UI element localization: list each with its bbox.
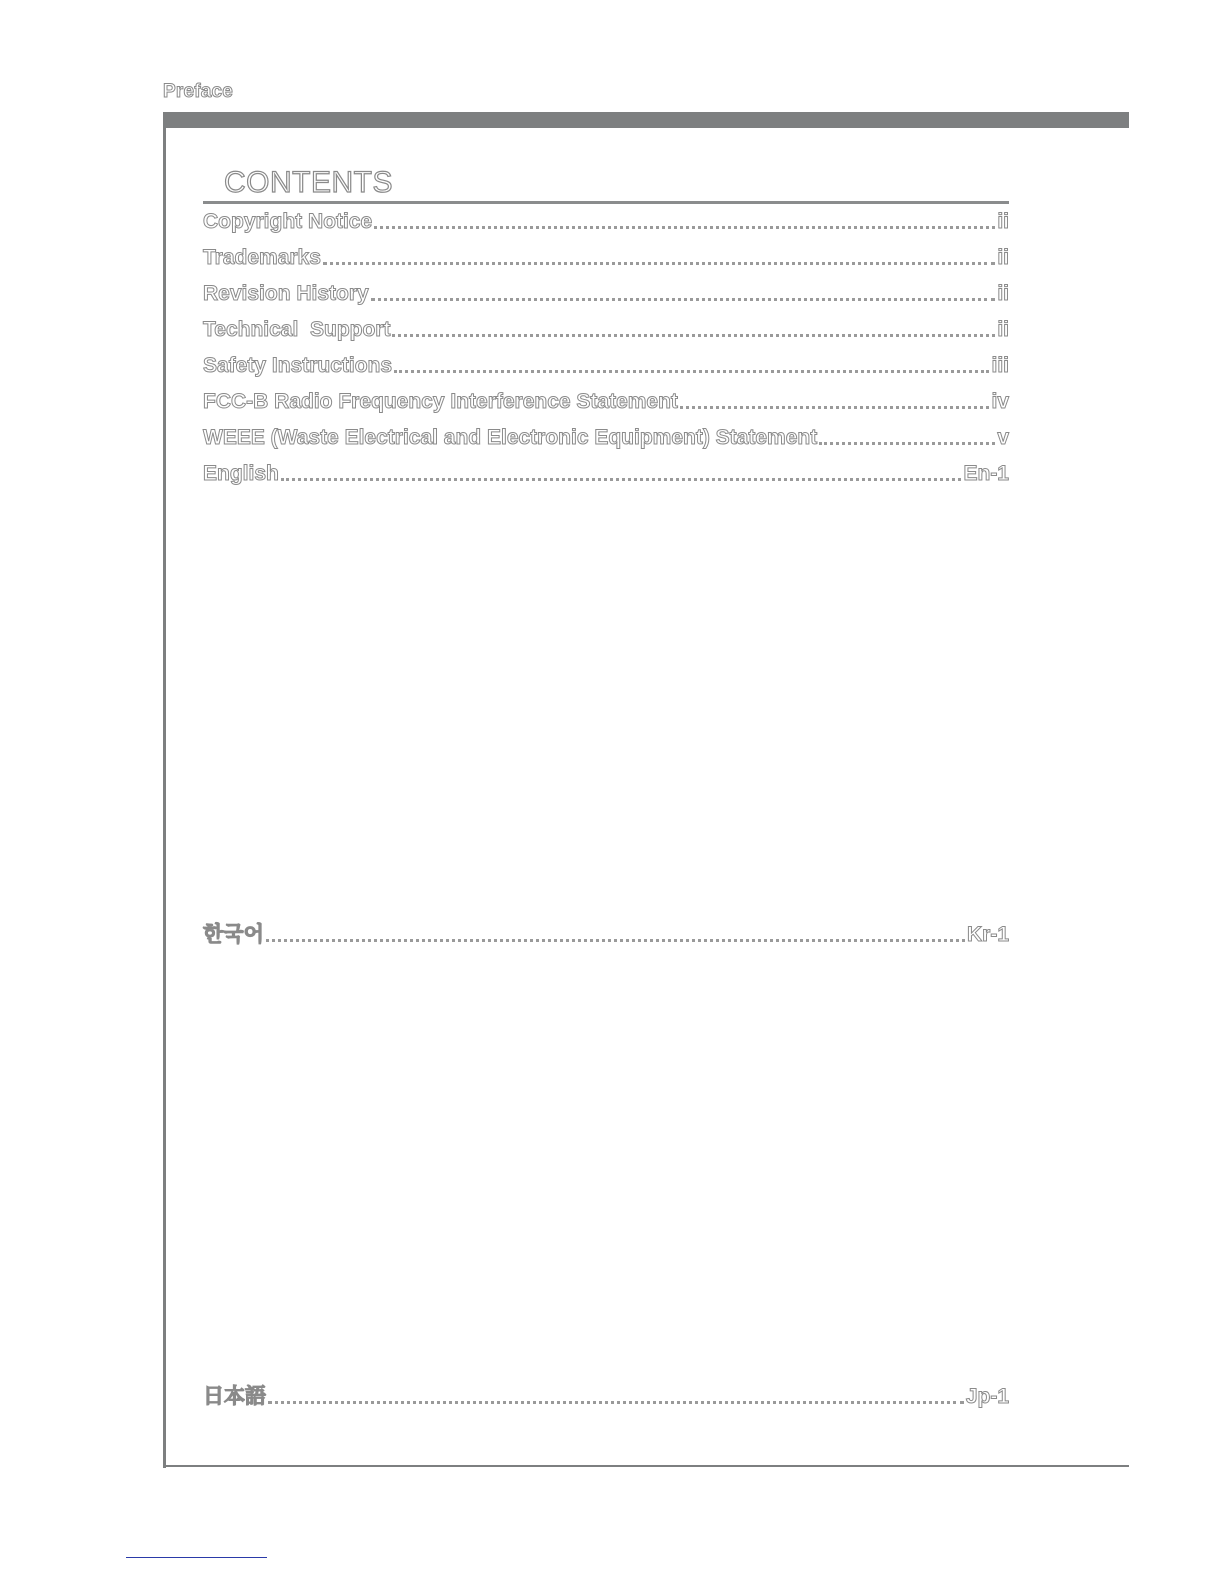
bottom-border-rule: [163, 1465, 1129, 1467]
toc-entry-japanese[interactable]: [203, 1383, 1009, 1411]
footer-link-underline: [126, 1557, 267, 1558]
toc-dot-leader: [323, 262, 995, 265]
toc-entry-revision-history[interactable]: [203, 280, 1009, 308]
contents-title: CONTENTS: [224, 166, 393, 199]
toc-dot-leader: [819, 442, 995, 445]
header-bar: [163, 112, 1129, 128]
toc-entry-page: En-1: [963, 462, 1009, 485]
toc-entry-title: Technical Support: [203, 318, 391, 341]
toc-entry-korean[interactable]: [203, 921, 1009, 949]
toc-entry-fcc-b-statement[interactable]: [203, 388, 1009, 416]
toc-dot-leader: [371, 298, 996, 301]
toc-dot-leader: [281, 478, 962, 481]
toc-entry-trademarks[interactable]: [203, 244, 1009, 272]
left-border-rule: [163, 112, 166, 1468]
toc-entry-page: iii: [991, 354, 1009, 377]
section-label: Preface: [163, 81, 234, 102]
toc-entry-title: Safety Instructions: [203, 354, 393, 377]
toc-entry-title: Revision History: [203, 282, 369, 305]
toc-entry-title: English: [203, 462, 279, 485]
toc-dot-leader: [392, 334, 995, 337]
toc-entry-english[interactable]: [203, 460, 1009, 488]
toc-dot-leader: [680, 406, 990, 409]
toc-entry-title: 日本語: [203, 1385, 266, 1408]
toc-entry-page: Jp-1: [965, 1385, 1009, 1408]
toc-entry-page: iv: [991, 390, 1009, 413]
toc-entry-title: FCC-B Radio Frequency Interference Statement: [203, 390, 678, 413]
toc-entry-title: WEEE (Waste Electrical and Electronic Equipment) Statement: [203, 426, 818, 449]
toc-entry-weee-statement[interactable]: [203, 424, 1009, 452]
toc-dot-leader: [268, 1401, 964, 1404]
toc-dot-leader: [374, 226, 995, 229]
toc-entry-technical-support[interactable]: [203, 316, 1009, 344]
toc-entry-page: ii: [997, 282, 1009, 305]
toc-entry-title: 한국어: [203, 923, 264, 946]
toc-entry-page: Kr-1: [966, 923, 1009, 946]
toc-entry-safety-instructions[interactable]: [203, 352, 1009, 380]
toc-entry-copyright-notice[interactable]: [203, 208, 1009, 236]
contents-title-underline: [203, 201, 1009, 204]
toc-entry-page: v: [997, 426, 1009, 449]
toc-entry-page: ii: [997, 246, 1009, 269]
toc-entry-page: ii: [997, 318, 1009, 341]
toc-entry-page: ii: [997, 210, 1009, 233]
toc-dot-leader: [394, 370, 989, 373]
toc-entry-title: Trademarks: [203, 246, 321, 269]
toc-dot-leader: [266, 939, 965, 942]
toc-entry-title: Copyright Notice: [203, 210, 373, 233]
